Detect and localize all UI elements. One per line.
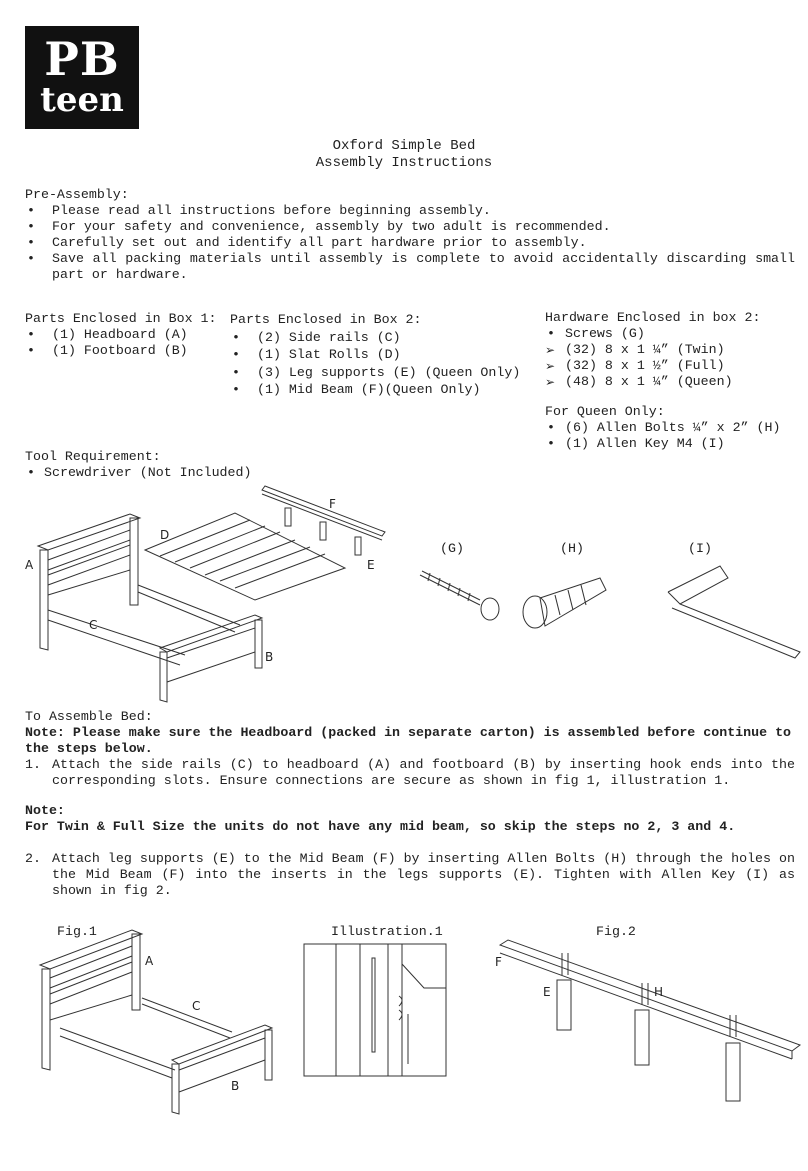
fig1-label-a: A: [145, 954, 154, 968]
pre-assembly-list: [25, 203, 795, 283]
note-twin-full: For Twin & Full Size the units do not have any mid beam, so skip the steps no 2, 3 and 4.: [25, 819, 736, 834]
note-heading: Note:: [25, 803, 65, 818]
label-a: A: [25, 558, 34, 572]
allen-key-drawing: [668, 566, 800, 658]
fig2-drawing: [490, 935, 808, 1110]
screw-drawing: [420, 571, 499, 620]
list-item: • Save all packing materials until assembly is complete to avoid accidentally discarding small part or hardware.: [25, 251, 795, 283]
box1-section: [25, 311, 235, 359]
list-item: • Please read all instructions before beginning assembly.: [25, 203, 795, 219]
step-2: [25, 851, 795, 899]
list-item: ➢ (32) 8 x 1 ½” (Full): [545, 358, 795, 374]
slats-drawing: [145, 513, 345, 600]
brand-logo: [25, 26, 139, 129]
fig2-label-e: E: [543, 985, 551, 999]
fig2-label-f: F: [495, 955, 502, 969]
tools-heading: Tool Requirement:: [25, 449, 161, 464]
list-item: ➢ (32) 8 x 1 ¼” (Twin): [545, 342, 795, 358]
pre-assembly-heading: Pre-Assembly:: [25, 187, 129, 202]
label-f: F: [329, 497, 336, 511]
label-d: D: [160, 528, 170, 542]
box2-section: [230, 311, 530, 399]
label-b: B: [265, 650, 274, 664]
list-item: ➢ (48) 8 x 1 ¼” (Queen): [545, 374, 795, 390]
label-g: (G): [440, 541, 464, 556]
bolt-drawing: [523, 578, 606, 628]
step-2-text: Attach leg supports (E) to the Mid Beam (F) by inserting Allen Bolts (H) through the holes on the Mid Beam (F) into the inserts in the legs supports (E). Tighten with Allen Key (I) as shown in fig 2.: [52, 851, 795, 898]
logo-line2: teen: [40, 80, 124, 120]
note-headboard: Note: Please make sure the Headboard (packed in separate carton) is assembled before continue to the steps below.: [25, 725, 792, 756]
step-2-number: 2.: [25, 851, 41, 866]
label-i: (I): [688, 541, 712, 556]
hardware-section: [545, 310, 795, 452]
queen-heading: For Queen Only:: [545, 404, 665, 419]
list-item: • (1) Headboard (A): [25, 327, 235, 343]
list-item: • Screws (G): [545, 326, 795, 342]
label-e: E: [367, 558, 375, 572]
list-item: • (2) Side rails (C): [230, 329, 530, 347]
fig1-drawing: [0, 920, 300, 1120]
illus1-caption: Illustration.1: [331, 924, 443, 939]
footboard-drawing: [160, 615, 262, 702]
step-1-number: 1.: [25, 757, 41, 772]
logo-line1: PB: [44, 32, 120, 86]
hardware-heading: Hardware Enclosed in box 2:: [545, 310, 761, 325]
list-item: • Carefully set out and identify all part hardware prior to assembly.: [25, 235, 795, 251]
step-1: [25, 757, 795, 789]
fig2-label-h: H: [654, 985, 664, 999]
label-c: C: [89, 618, 98, 632]
assemble-section: [25, 709, 795, 899]
list-item: • Screwdriver (Not Included): [25, 465, 325, 481]
document-title: Oxford Simple Bed: [332, 138, 476, 154]
fig1-caption: Fig.1: [57, 924, 97, 939]
assemble-heading: To Assemble Bed:: [25, 709, 153, 724]
label-h: (H): [560, 541, 584, 556]
box2-heading: Parts Enclosed in Box 2:: [230, 312, 422, 327]
list-item: • (1) Allen Key M4 (I): [545, 436, 795, 452]
list-item: • (1) Mid Beam (F)(Queen Only): [230, 381, 530, 399]
step-1-text: Attach the side rails (C) to headboard (A) and footboard (B) by inserting hook ends into the corresponding slots. Ensure connections are secure as shown in fig 1, illustration 1.: [52, 757, 795, 788]
pre-assembly-section: [25, 187, 795, 283]
list-item: • For your safety and convenience, assembly by two adult is recommended.: [25, 219, 795, 235]
box1-heading: Parts Enclosed in Box 1:: [25, 311, 217, 326]
fig1-label-b: B: [231, 1079, 240, 1093]
list-item: • (1) Slat Rolls (D): [230, 346, 530, 364]
fig2-caption: Fig.2: [596, 924, 636, 939]
document-subtitle: Assembly Instructions: [315, 155, 493, 171]
illustration1-drawing: [304, 944, 446, 1076]
list-item: • (1) Footboard (B): [25, 343, 235, 359]
parts-illustration: [0, 480, 808, 705]
list-item: • (6) Allen Bolts ¼” x 2” (H): [545, 420, 795, 436]
list-item: • (3) Leg supports (E) (Queen Only): [230, 364, 530, 382]
tools-section: [25, 449, 325, 481]
mid-beam-drawing: [262, 486, 385, 555]
fig1-label-c: C: [192, 999, 201, 1013]
